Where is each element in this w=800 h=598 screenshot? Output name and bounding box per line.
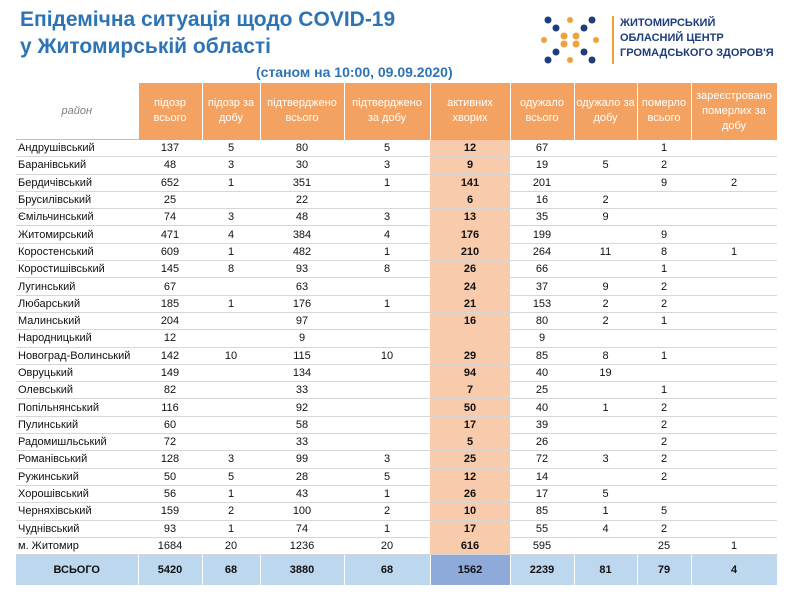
table-cell: [344, 330, 430, 347]
table-cell: 1: [637, 261, 691, 278]
table-cell: 1: [202, 520, 260, 537]
logo-line-1: ЖИТОМИРСЬКИЙ: [620, 17, 716, 29]
logo-text: [620, 16, 774, 61]
table-row: [16, 451, 777, 468]
total-label: ВСЬОГО: [16, 555, 138, 586]
table-row: [16, 226, 777, 243]
table-cell: 1: [637, 347, 691, 364]
active-cases-cell: [430, 330, 510, 347]
table-cell: 134: [260, 364, 344, 381]
active-cases-cell: 5: [430, 434, 510, 451]
table-row: [16, 191, 777, 208]
table-cell: 3: [344, 209, 430, 226]
active-cases-cell: 10: [430, 503, 510, 520]
active-cases-cell: 94: [430, 364, 510, 381]
table-cell: [691, 347, 777, 364]
district-name: Хорошівський: [16, 485, 138, 502]
table-cell: 16: [510, 191, 574, 208]
table-cell: 1: [202, 485, 260, 502]
active-cases-cell: 21: [430, 295, 510, 312]
district-name: Брусилівський: [16, 191, 138, 208]
table-body: [16, 140, 777, 555]
district-name: Чуднівський: [16, 520, 138, 537]
active-cases-cell: 616: [430, 537, 510, 554]
table-row: [16, 434, 777, 451]
table-cell: 128: [138, 451, 202, 468]
table-cell: 82: [138, 382, 202, 399]
table-cell: 12: [138, 330, 202, 347]
table-cell: [574, 382, 637, 399]
table-cell: 2: [637, 520, 691, 537]
table-cell: 40: [510, 399, 574, 416]
table-cell: [691, 209, 777, 226]
page-title: Епідемічна ситуація щодо COVID-19: [20, 8, 396, 31]
table-cell: 25: [637, 537, 691, 554]
table-cell: 5: [344, 140, 430, 157]
table-cell: 204: [138, 312, 202, 329]
table-cell: 1684: [138, 537, 202, 554]
column-header-suspected-day: підозр за добу: [202, 83, 260, 140]
district-name: Радомишльський: [16, 434, 138, 451]
table-cell: [691, 451, 777, 468]
district-name: Бердичівський: [16, 174, 138, 191]
table-cell: 2: [574, 295, 637, 312]
table-row: [16, 278, 777, 295]
district-name: Романівський: [16, 451, 138, 468]
table-cell: [691, 191, 777, 208]
district-name: Андрушівський: [16, 140, 138, 157]
table-cell: [202, 364, 260, 381]
table-cell: [574, 330, 637, 347]
table-row: [16, 140, 777, 157]
table-cell: [344, 312, 430, 329]
table-cell: 39: [510, 416, 574, 433]
district-name: Народницький: [16, 330, 138, 347]
table-cell: 1: [202, 295, 260, 312]
organization-logo: [540, 10, 790, 72]
table-cell: 2: [344, 503, 430, 520]
active-cases-cell: 12: [430, 140, 510, 157]
active-cases-cell: 26: [430, 261, 510, 278]
table-cell: 2: [637, 295, 691, 312]
table-cell: 1: [344, 243, 430, 260]
total-active-cell: 1562: [430, 555, 510, 586]
district-name: Ємільчинський: [16, 209, 138, 226]
active-cases-cell: 24: [430, 278, 510, 295]
district-name: Коростенський: [16, 243, 138, 260]
table-cell: 74: [260, 520, 344, 537]
table-cell: [574, 226, 637, 243]
table-cell: [637, 209, 691, 226]
district-name: Коростишівський: [16, 261, 138, 278]
table-cell: 22: [260, 191, 344, 208]
table-cell: 264: [510, 243, 574, 260]
table-cell: 4: [202, 226, 260, 243]
table-cell: [344, 416, 430, 433]
table-cell: [574, 468, 637, 485]
table-cell: 4: [344, 226, 430, 243]
column-header-suspected-total: підозр всього: [138, 83, 202, 140]
table-row: [16, 485, 777, 502]
table-cell: 25: [138, 191, 202, 208]
table-cell: 8: [574, 347, 637, 364]
column-header-recovered-day: одужало за добу: [574, 83, 637, 140]
table-cell: 1: [637, 312, 691, 329]
district-name: Пулинський: [16, 416, 138, 433]
table-cell: 93: [138, 520, 202, 537]
table-cell: [344, 364, 430, 381]
column-header-confirmed-day: підтверджено за добу: [344, 83, 430, 140]
table-cell: 1: [637, 382, 691, 399]
table-cell: 10: [344, 347, 430, 364]
table-cell: 2: [574, 312, 637, 329]
column-header-died-registered-day: зареєстровано померлих за добу: [691, 83, 777, 140]
table-cell: [637, 485, 691, 502]
table-cell: 99: [260, 451, 344, 468]
table-cell: 471: [138, 226, 202, 243]
table-cell: 2: [637, 416, 691, 433]
table-cell: 1: [202, 174, 260, 191]
total-cell: 81: [574, 555, 637, 586]
table-cell: [574, 140, 637, 157]
table-cell: 652: [138, 174, 202, 191]
table-cell: 5: [574, 485, 637, 502]
table-cell: [691, 330, 777, 347]
table-cell: 8: [637, 243, 691, 260]
table-cell: [202, 416, 260, 433]
table-cell: 201: [510, 174, 574, 191]
active-cases-cell: 6: [430, 191, 510, 208]
column-header-died-total: померло всього: [637, 83, 691, 140]
district-name: Овруцький: [16, 364, 138, 381]
active-cases-cell: 13: [430, 209, 510, 226]
table-cell: 1: [344, 174, 430, 191]
table-row: [16, 330, 777, 347]
active-cases-cell: 9: [430, 157, 510, 174]
district-name: Попільнянський: [16, 399, 138, 416]
table-cell: 3: [344, 451, 430, 468]
table-cell: 116: [138, 399, 202, 416]
table-cell: 1: [344, 520, 430, 537]
table-cell: 37: [510, 278, 574, 295]
table-cell: 199: [510, 226, 574, 243]
table-cell: 9: [574, 209, 637, 226]
total-cell: 5420: [138, 555, 202, 586]
table-cell: [637, 364, 691, 381]
table-cell: 33: [260, 434, 344, 451]
table-cell: 2: [691, 174, 777, 191]
table-cell: 9: [637, 174, 691, 191]
table-cell: 63: [260, 278, 344, 295]
table-cell: 9: [510, 330, 574, 347]
table-cell: 1236: [260, 537, 344, 554]
table-cell: 3: [202, 157, 260, 174]
table-cell: 30: [260, 157, 344, 174]
table-cell: 92: [260, 399, 344, 416]
table-cell: [691, 382, 777, 399]
page-title-region: у Житомирській області: [20, 35, 272, 58]
table-cell: 2: [637, 399, 691, 416]
column-header-active: активних хворих: [430, 83, 510, 140]
table-cell: 3: [202, 451, 260, 468]
table-row: [16, 520, 777, 537]
active-cases-cell: 210: [430, 243, 510, 260]
table-cell: 1: [202, 243, 260, 260]
table-cell: 93: [260, 261, 344, 278]
active-cases-cell: 16: [430, 312, 510, 329]
total-cell: 79: [637, 555, 691, 586]
table-cell: [202, 399, 260, 416]
column-header-recovered-total: одужало всього: [510, 83, 574, 140]
table-cell: 80: [510, 312, 574, 329]
table-cell: 20: [202, 537, 260, 554]
table-cell: 137: [138, 140, 202, 157]
table-cell: [691, 226, 777, 243]
table-cell: [574, 174, 637, 191]
table-cell: 14: [510, 468, 574, 485]
table-cell: 9: [260, 330, 344, 347]
table-row: [16, 537, 777, 554]
table-cell: [691, 399, 777, 416]
total-cell: 68: [344, 555, 430, 586]
table-row: [16, 503, 777, 520]
table-cell: 609: [138, 243, 202, 260]
table-cell: 20: [344, 537, 430, 554]
table-cell: 48: [260, 209, 344, 226]
table-cell: 43: [260, 485, 344, 502]
column-header-district: район: [16, 83, 138, 140]
table-cell: 1: [344, 295, 430, 312]
table-cell: 55: [510, 520, 574, 537]
table-row: [16, 468, 777, 485]
table-cell: 19: [574, 364, 637, 381]
table-cell: 2: [637, 434, 691, 451]
table-cell: [691, 140, 777, 157]
table-cell: [344, 434, 430, 451]
table-cell: 9: [637, 226, 691, 243]
table-row: [16, 295, 777, 312]
table-cell: [344, 382, 430, 399]
table-cell: [691, 485, 777, 502]
table-cell: 3: [202, 209, 260, 226]
total-cell: 68: [202, 555, 260, 586]
table-cell: [691, 434, 777, 451]
district-name: м. Житомир: [16, 537, 138, 554]
district-name: Черняхівський: [16, 503, 138, 520]
table-cell: 40: [510, 364, 574, 381]
table-cell: [691, 416, 777, 433]
table-cell: 2: [637, 278, 691, 295]
active-cases-cell: 17: [430, 416, 510, 433]
table-cell: [202, 312, 260, 329]
table-cell: 5: [202, 468, 260, 485]
table-row: [16, 174, 777, 191]
active-cases-cell: 26: [430, 485, 510, 502]
table-cell: 8: [202, 261, 260, 278]
column-header-confirmed-total: підтверджено всього: [260, 83, 344, 140]
district-name: Новоград-Волинський: [16, 347, 138, 364]
logo-line-3: ГРОМАДСЬКОГО ЗДОРОВ'Я: [620, 47, 774, 59]
district-name: Любарський: [16, 295, 138, 312]
district-name: Ружинський: [16, 468, 138, 485]
table-cell: 4: [574, 520, 637, 537]
table-cell: 176: [260, 295, 344, 312]
table-cell: [691, 157, 777, 174]
table-cell: [574, 537, 637, 554]
table-cell: [202, 330, 260, 347]
total-cell: 3880: [260, 555, 344, 586]
table-cell: 17: [510, 485, 574, 502]
table-cell: 1: [691, 243, 777, 260]
table-cell: 482: [260, 243, 344, 260]
table-cell: 595: [510, 537, 574, 554]
district-name: Баранівський: [16, 157, 138, 174]
table-cell: 2: [202, 503, 260, 520]
table-cell: 67: [138, 278, 202, 295]
district-name: Лугинський: [16, 278, 138, 295]
table-cell: [202, 191, 260, 208]
active-cases-cell: 29: [430, 347, 510, 364]
table-header-row: [16, 83, 777, 140]
table-cell: [691, 364, 777, 381]
district-name: Олевський: [16, 382, 138, 399]
table-cell: 50: [138, 468, 202, 485]
table-cell: [691, 261, 777, 278]
active-cases-cell: 17: [430, 520, 510, 537]
table-cell: 66: [510, 261, 574, 278]
table-row: [16, 209, 777, 226]
table-cell: 60: [138, 416, 202, 433]
table-cell: 25: [510, 382, 574, 399]
table-cell: 5: [344, 468, 430, 485]
table-cell: 85: [510, 503, 574, 520]
active-cases-cell: 25: [430, 451, 510, 468]
table-cell: 2: [637, 451, 691, 468]
table-cell: [691, 312, 777, 329]
table-cell: 28: [260, 468, 344, 485]
active-cases-cell: 176: [430, 226, 510, 243]
table-row: [16, 243, 777, 260]
table-cell: [344, 191, 430, 208]
table-row: [16, 416, 777, 433]
table-row: [16, 364, 777, 381]
table-cell: 35: [510, 209, 574, 226]
table-cell: [202, 382, 260, 399]
table-cell: 5: [637, 503, 691, 520]
logo-cross-icon: [540, 12, 600, 68]
table-cell: [344, 278, 430, 295]
table-cell: [574, 261, 637, 278]
logo-line-2: ОБЛАСНИЙ ЦЕНТР: [620, 32, 724, 44]
table-cell: 72: [138, 434, 202, 451]
table-cell: 1: [637, 140, 691, 157]
table-row: [16, 399, 777, 416]
table-cell: 149: [138, 364, 202, 381]
table-row: [16, 382, 777, 399]
table-cell: 1: [574, 399, 637, 416]
table-cell: 8: [344, 261, 430, 278]
active-cases-cell: 12: [430, 468, 510, 485]
table-cell: [574, 434, 637, 451]
table-cell: [691, 278, 777, 295]
table-cell: 74: [138, 209, 202, 226]
table-cell: 153: [510, 295, 574, 312]
table-cell: 145: [138, 261, 202, 278]
district-name: Житомирський: [16, 226, 138, 243]
table-cell: 26: [510, 434, 574, 451]
table-cell: [691, 295, 777, 312]
table-cell: [202, 434, 260, 451]
table-cell: [691, 520, 777, 537]
table-cell: [691, 468, 777, 485]
table-cell: 159: [138, 503, 202, 520]
table-cell: 5: [202, 140, 260, 157]
table-cell: 10: [202, 347, 260, 364]
table-row: [16, 261, 777, 278]
table-cell: 351: [260, 174, 344, 191]
table-cell: [574, 416, 637, 433]
table-cell: 80: [260, 140, 344, 157]
table-cell: 3: [574, 451, 637, 468]
table-cell: 2: [574, 191, 637, 208]
table-cell: 2: [637, 157, 691, 174]
total-row: [16, 555, 777, 586]
table-cell: 3: [344, 157, 430, 174]
table-cell: 115: [260, 347, 344, 364]
table-cell: 185: [138, 295, 202, 312]
table-cell: 85: [510, 347, 574, 364]
table-cell: 2: [637, 468, 691, 485]
table-cell: 56: [138, 485, 202, 502]
table-cell: 67: [510, 140, 574, 157]
table-cell: 1: [344, 485, 430, 502]
table-cell: 19: [510, 157, 574, 174]
logo-divider: [612, 16, 614, 64]
table-cell: [637, 191, 691, 208]
table-cell: 9: [574, 278, 637, 295]
total-cell: 2239: [510, 555, 574, 586]
table-cell: [691, 503, 777, 520]
table-cell: [344, 399, 430, 416]
table-cell: [637, 330, 691, 347]
table-cell: 100: [260, 503, 344, 520]
active-cases-cell: 7: [430, 382, 510, 399]
table-cell: 97: [260, 312, 344, 329]
table-cell: 72: [510, 451, 574, 468]
table-row: [16, 347, 777, 364]
table-row: [16, 157, 777, 174]
table-cell: 48: [138, 157, 202, 174]
table-cell: 384: [260, 226, 344, 243]
table-cell: 11: [574, 243, 637, 260]
table-cell: 58: [260, 416, 344, 433]
total-cell: 4: [691, 555, 777, 586]
table-cell: [202, 278, 260, 295]
table-cell: 142: [138, 347, 202, 364]
covid-stats-table: [16, 83, 778, 585]
active-cases-cell: 50: [430, 399, 510, 416]
table-cell: 33: [260, 382, 344, 399]
active-cases-cell: 141: [430, 174, 510, 191]
report-date: (станом на 10:00, 09.09.2020): [256, 64, 453, 80]
table-cell: 1: [691, 537, 777, 554]
table-row: [16, 312, 777, 329]
district-name: Малинський: [16, 312, 138, 329]
table-cell: 1: [574, 503, 637, 520]
table-cell: 5: [574, 157, 637, 174]
